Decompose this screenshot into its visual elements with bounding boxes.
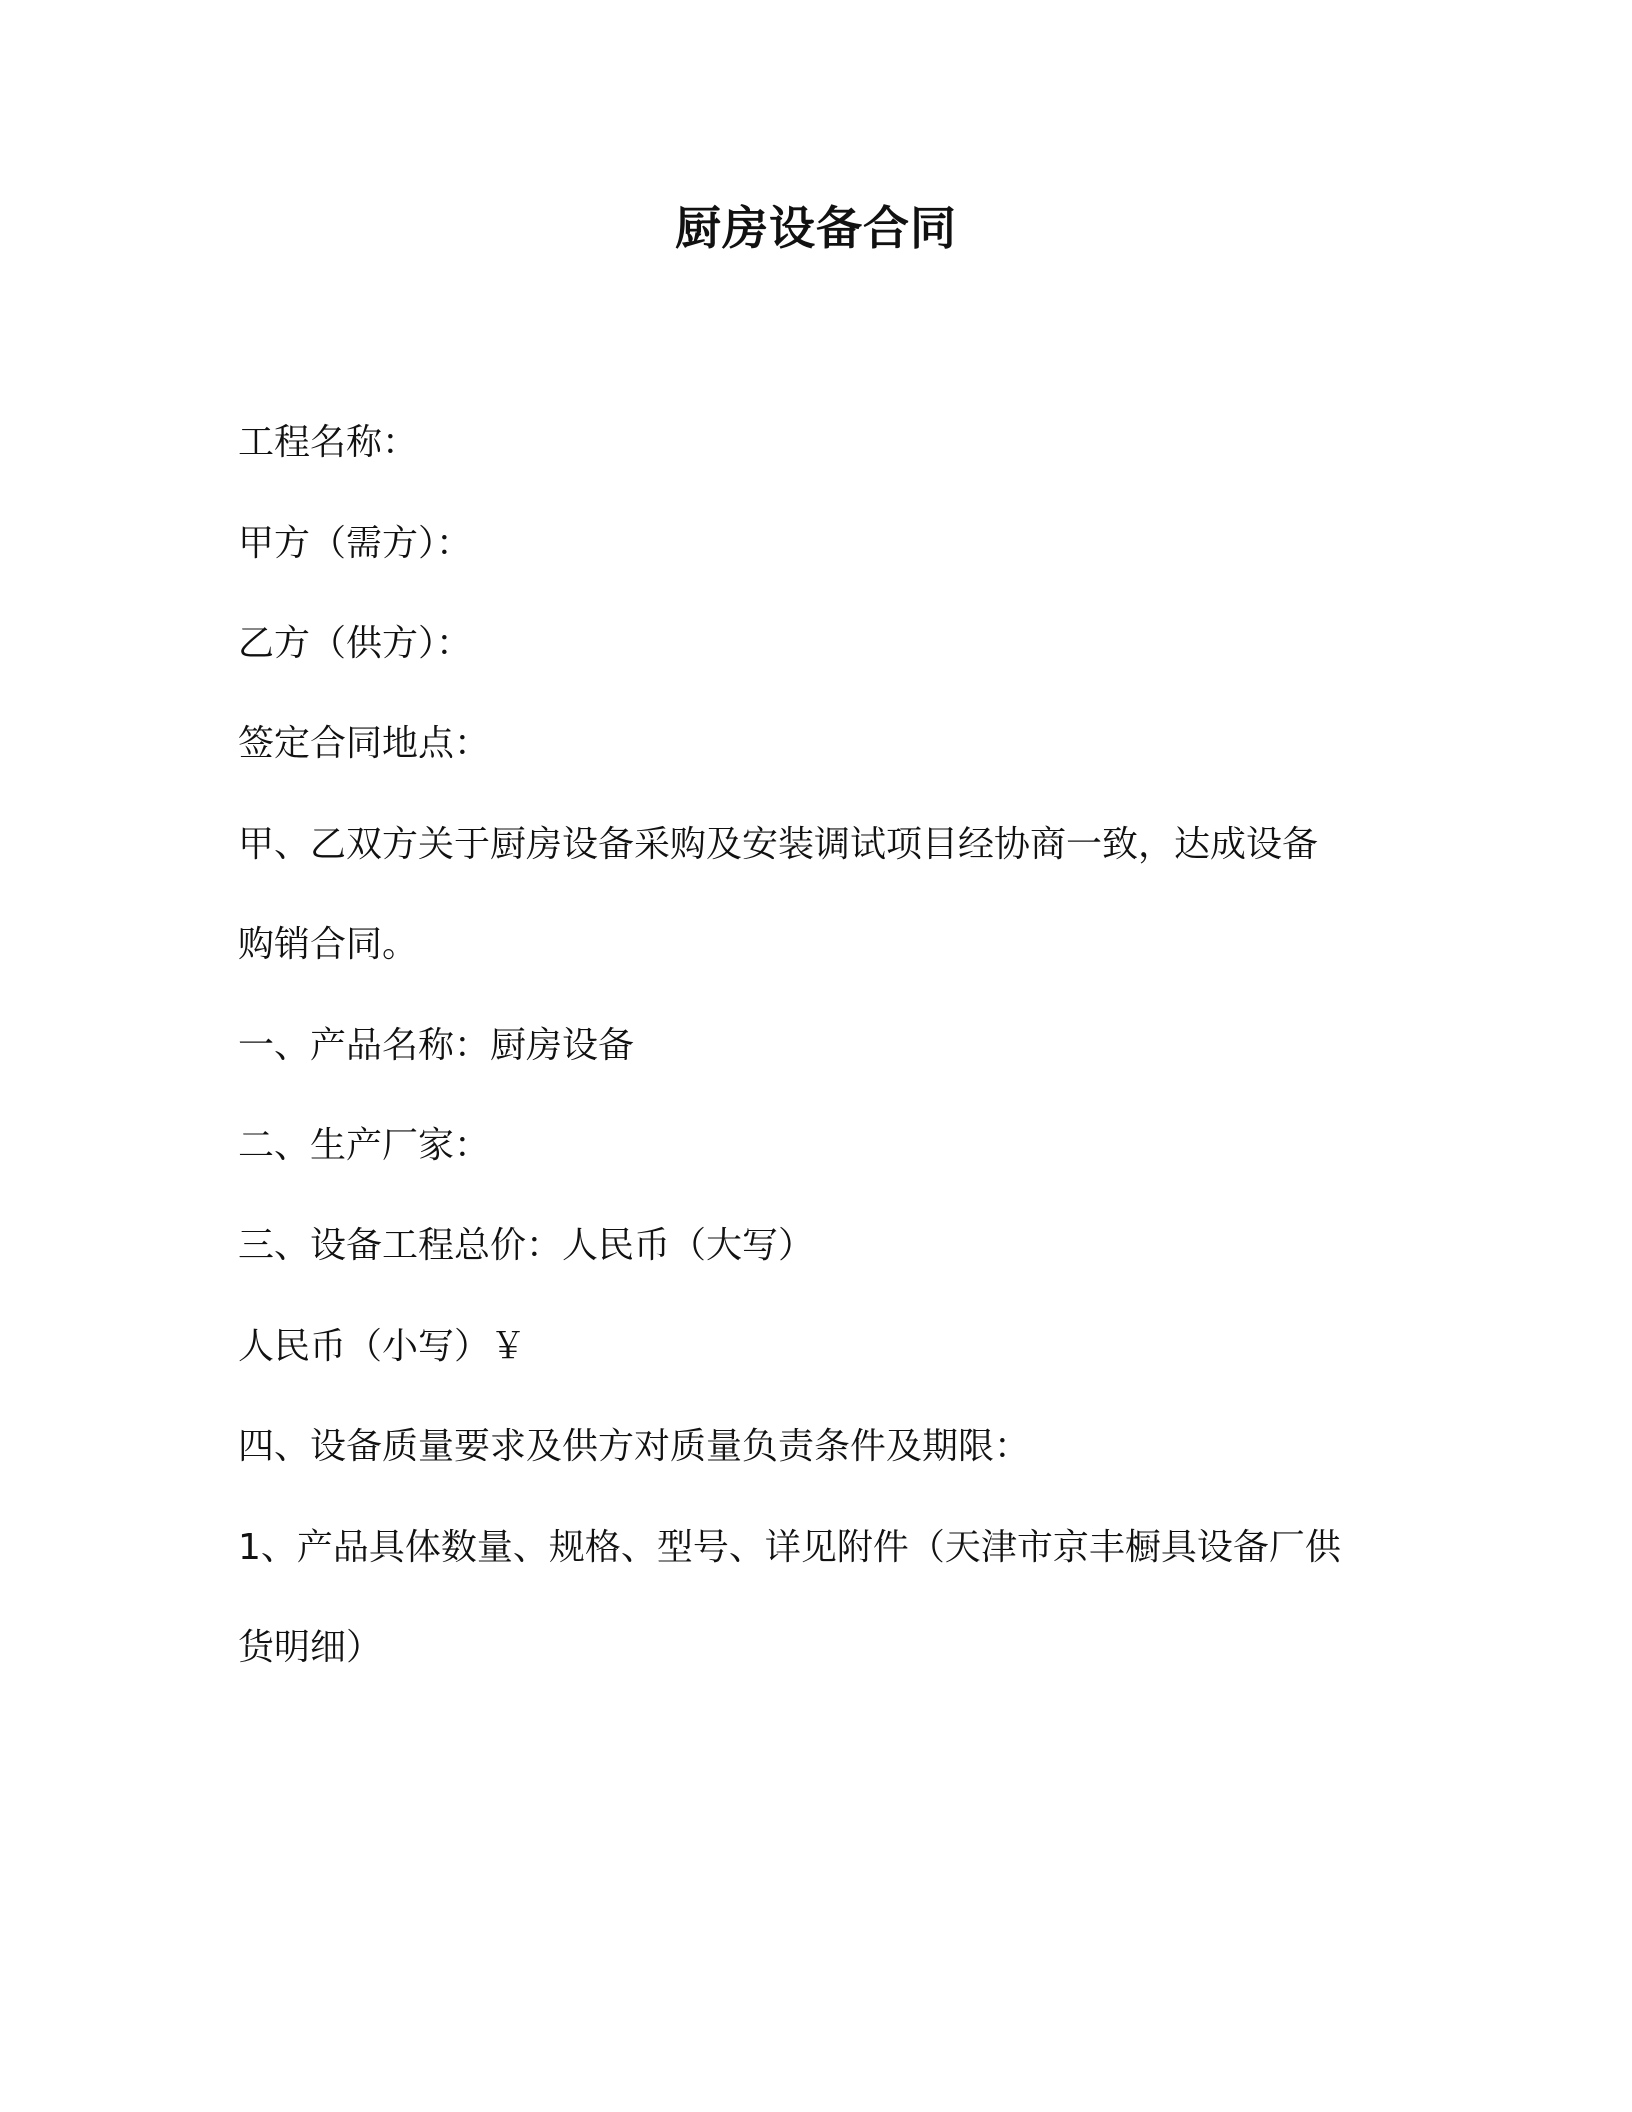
agreement-paragraph-line: 购销合同。 <box>238 924 419 965</box>
party-a-line: 甲方（需方）： <box>238 523 473 564</box>
clause-quality-item-1: 货明细） <box>238 1627 383 1668</box>
document-title: 厨房设备合同 <box>675 201 957 255</box>
party-b-line: 乙方（供方）： <box>238 623 473 664</box>
signing-location-line: 签定合同地点： <box>238 723 491 764</box>
clause-product-name: 一、产品名称：厨房设备 <box>238 1025 635 1066</box>
project-name-line: 工程名称： <box>238 422 419 463</box>
clause-total-price: 三、设备工程总价：人民币（大写） <box>238 1225 815 1266</box>
clause-price-figures: 人民币（小写）￥ <box>238 1326 527 1367</box>
clause-quality-item-1: 1、产品具体数量、规格、型号、详见附件（天津市京丰橱具设备厂供 <box>238 1527 1341 1568</box>
clause-quality: 四、设备质量要求及供方对质量负责条件及期限： <box>238 1426 1031 1467</box>
agreement-paragraph-line: 甲、乙双方关于厨房设备采购及安装调试项目经协商一致，达成设备 <box>238 824 1319 865</box>
clause-manufacturer: 二、生产厂家： <box>238 1125 491 1166</box>
